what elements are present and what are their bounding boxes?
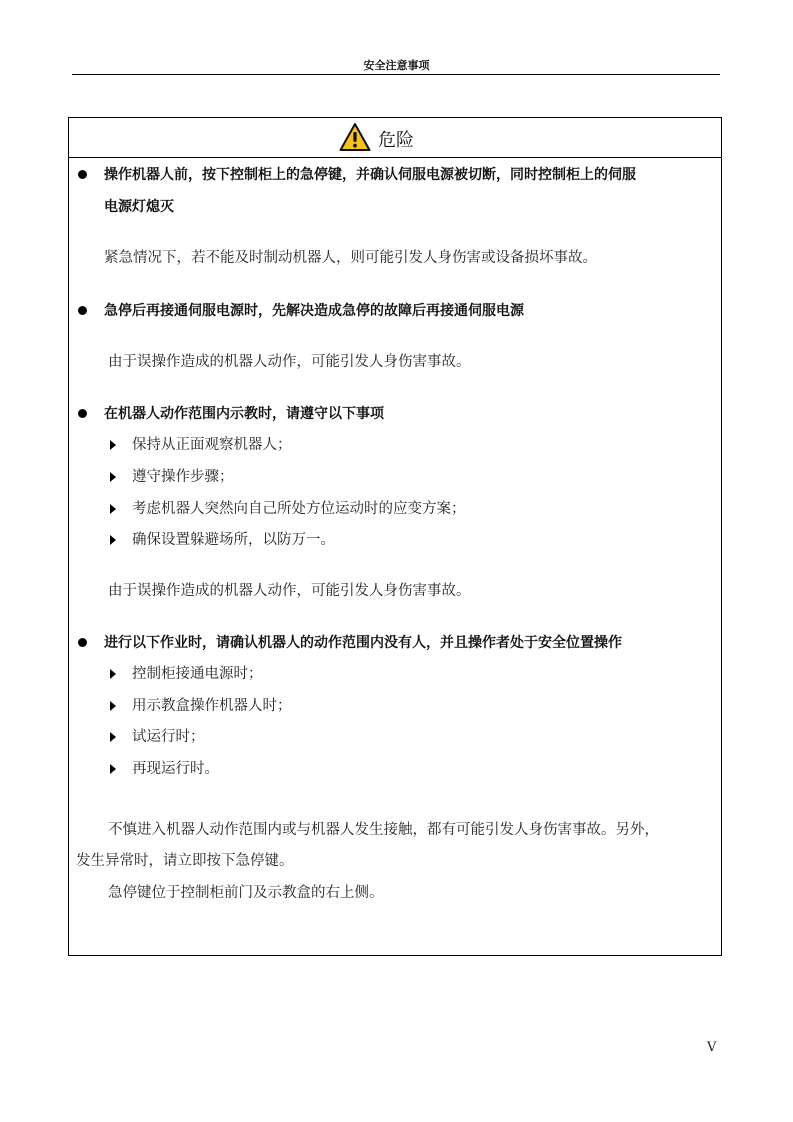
triangle-bullet-icon [110,472,116,482]
header-divider [72,74,720,75]
section-4-item: 控制柜接通电源时； [132,666,263,682]
section-4-heading: 进行以下作业时，请确认机器人的动作范围内没有人，并且操作者处于安全位置操作 [104,635,622,651]
danger-header [69,118,721,158]
bullet-icon [78,638,87,647]
section-1-heading-line-2: 电源灯熄灭 [104,199,174,215]
section-3-item: 考虑机器人突然向自己所处方位运动时的应变方案； [132,501,466,517]
section-4-item: 再现运行时。 [132,761,219,777]
triangle-bullet-icon [110,535,116,545]
closing-line-1: 不慎进入机器人动作范围内或与机器人发生接触，都有可能引发人身伤害事故。另外， [108,822,659,838]
bullet-icon [78,409,87,418]
page-header-title: 安全注意事项 [363,59,430,72]
section-3-item: 确保设置躲避场所，以防万一。 [132,532,335,548]
section-4-item: 试运行时； [132,729,205,745]
closing-line-3: 急停键位于控制柜前门及示教盒的右上侧。 [108,885,384,901]
section-3-heading: 在机器人动作范围内示教时，请遵守以下事项 [104,406,384,422]
page-number: V [707,1040,717,1055]
triangle-bullet-icon [110,701,116,711]
danger-title: 危险 [378,130,414,151]
triangle-bullet-icon [110,764,116,774]
section-3-item: 遵守操作步骤； [132,469,234,485]
bullet-icon [78,306,87,315]
section-1-note: 紧急情况下，若不能及时制动机器人，则可能引发人身伤害或设备损坏事故。 [104,250,597,266]
section-4-item: 用示教盒操作机器人时； [132,698,292,714]
section-1-heading-line-1: 操作机器人前，按下控制柜上的急停键，并确认伺服电源被切断，同时控制柜上的伺服 [104,167,636,183]
section-2-note: 由于误操作造成的机器人动作，可能引发人身伤害事故。 [108,354,471,370]
triangle-bullet-icon [110,440,116,450]
section-3-item: 保持从正面观察机器人； [132,437,292,453]
section-3-note: 由于误操作造成的机器人动作，可能引发人身伤害事故。 [108,583,471,599]
triangle-bullet-icon [110,732,116,742]
section-2-heading: 急停后再接通伺服电源时，先解决造成急停的故障后再接通伺服电源 [104,303,524,319]
triangle-bullet-icon [110,669,116,679]
bullet-icon [78,170,87,179]
triangle-bullet-icon [110,504,116,514]
warning-triangle-icon [339,122,371,152]
closing-line-2: 发生异常时，请立即按下急停键。 [76,853,294,869]
